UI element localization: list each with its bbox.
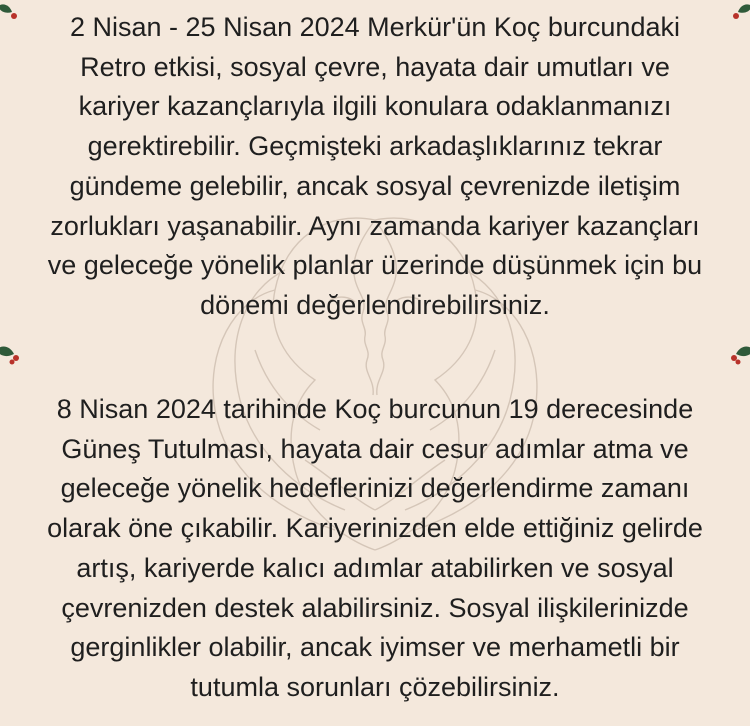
text-line: 8 Nisan 2024 tarihinde Koç burcunun 19 derecesinde [56, 394, 694, 424]
text-line: çevrenizden destek alabilirsiniz. Sosyal ilişkilerinizde [61, 592, 689, 623]
text-line: artış, kariyerde kalıcı adımlar atabilirken ve sosyal [76, 552, 674, 583]
text-line: zorlukları yaşanabilir. Aynı zamanda kariyer kazançları [50, 210, 700, 241]
text-line: dönemi değerlendirebilirsiniz. [200, 289, 550, 320]
text-line: Güneş Tutulması, hayata dair cesur adımlar atma ve [61, 433, 689, 464]
text-line: olarak öne çıkabilir. Kariyerinizden elde ettiğiniz gelirde [47, 513, 703, 544]
holly-icon [0, 336, 30, 372]
text-line: geleceğe yönelik hedeflerinizi değerlendirme zamanı [60, 473, 690, 504]
text-line: gerginlikler olabilir, ancak iyimser ve merhametli bir [70, 632, 680, 663]
paragraph-mercury-retrograde [0, 8, 750, 326]
text-line: Retro etkisi, sosyal çevre, hayata dair umutları ve [80, 51, 670, 82]
text-line: 2 Nisan - 25 Nisan 2024 Merkür'ün Koç burcundaki [70, 12, 680, 42]
text-line: ve geleceğe yönelik planlar üzerinde düşünmek için bu [47, 250, 703, 281]
paragraph-solar-eclipse [0, 390, 750, 708]
text-line: kariyer kazançlarıyla ilgili konulara odaklanmanızı [78, 91, 672, 122]
text-line: gündeme gelebilir, ancak sosyal çevrenizde iletişim [69, 170, 681, 201]
holly-icon [720, 336, 750, 372]
text-line: gerektirebilir. Geçmişteki arkadaşlıklarınız tekrar [87, 131, 663, 162]
text-line: tutumla sorunları çözebilirsiniz. [190, 671, 560, 702]
